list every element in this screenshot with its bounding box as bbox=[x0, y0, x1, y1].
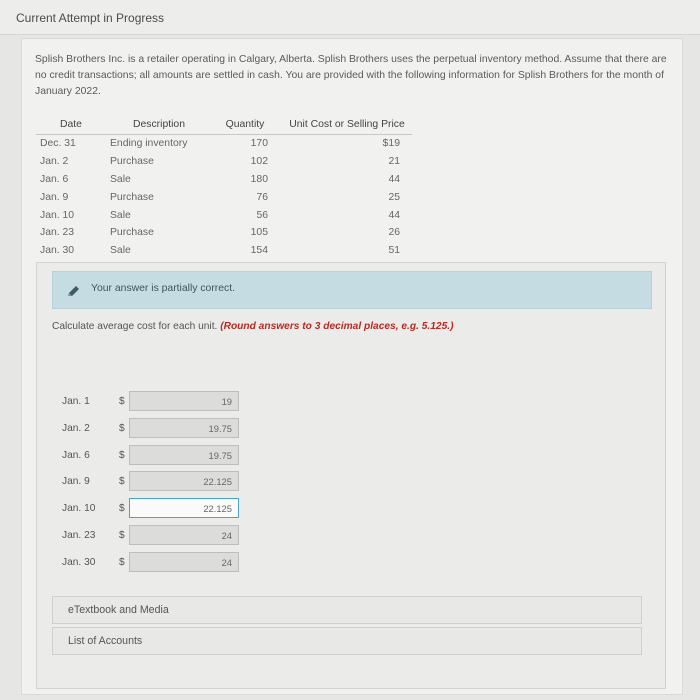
row-date: Jan. 23 bbox=[40, 227, 75, 239]
answer-date-label: Jan. 1 bbox=[62, 396, 90, 407]
row-quantity: 76 bbox=[256, 191, 268, 203]
answer-date-label: Jan. 30 bbox=[62, 557, 96, 568]
rounding-note: (Round answers to 3 decimal places, e.g. 5.125.) bbox=[220, 321, 454, 332]
dollar-sign: $ bbox=[119, 530, 125, 541]
answer-row-jan-2 bbox=[37, 418, 665, 440]
dollar-sign: $ bbox=[119, 450, 125, 461]
table-row bbox=[36, 188, 412, 206]
row-date: Jan. 2 bbox=[40, 156, 69, 168]
row-date: Dec. 31 bbox=[40, 138, 76, 150]
table-row bbox=[36, 171, 412, 189]
row-quantity: 170 bbox=[250, 138, 268, 150]
average-cost-input-jan-6[interactable] bbox=[129, 445, 239, 465]
row-quantity: 102 bbox=[250, 156, 268, 168]
answer-row-jan-30 bbox=[37, 552, 665, 574]
row-price: 44 bbox=[388, 173, 400, 185]
table-row bbox=[36, 135, 412, 153]
row-description: Purchase bbox=[110, 227, 154, 239]
etextbook-media-label: eTextbook and Media bbox=[68, 604, 169, 616]
dollar-sign: $ bbox=[119, 423, 125, 434]
answer-date-label: Jan. 23 bbox=[62, 530, 96, 541]
pencil-icon bbox=[67, 284, 81, 296]
status-text: Your answer is partially correct. bbox=[91, 283, 235, 294]
partially-correct-banner bbox=[52, 271, 652, 309]
row-description: Sale bbox=[110, 209, 131, 221]
average-cost-input-jan-1[interactable] bbox=[129, 391, 239, 411]
row-date: Jan. 6 bbox=[40, 173, 69, 185]
average-cost-input-jan-10[interactable] bbox=[129, 498, 239, 518]
table-row bbox=[36, 153, 412, 171]
table-row bbox=[36, 224, 412, 242]
instruction bbox=[52, 321, 453, 332]
row-quantity: 154 bbox=[250, 245, 268, 257]
table-row bbox=[36, 242, 412, 260]
table-header-row bbox=[36, 116, 412, 135]
answer-date-label: Jan. 9 bbox=[62, 476, 90, 487]
column-header-quantity: Quantity bbox=[208, 116, 282, 135]
list-of-accounts-link[interactable] bbox=[52, 627, 642, 655]
answer-row-jan-23 bbox=[37, 525, 665, 547]
dollar-sign: $ bbox=[119, 476, 125, 487]
dollar-sign: $ bbox=[119, 503, 125, 514]
answer-date-label: Jan. 6 bbox=[62, 450, 90, 461]
column-header-description: Description bbox=[96, 116, 208, 135]
row-description: Sale bbox=[110, 245, 131, 257]
instruction-text: Calculate average cost for each unit. bbox=[52, 321, 218, 332]
column-header-date: Date bbox=[36, 116, 96, 135]
row-price: 25 bbox=[388, 191, 400, 203]
row-price: 51 bbox=[388, 245, 400, 257]
row-description: Ending inventory bbox=[110, 138, 188, 150]
row-description: Sale bbox=[110, 173, 131, 185]
row-quantity: 180 bbox=[250, 173, 268, 185]
dollar-sign: $ bbox=[119, 396, 125, 407]
average-cost-input-jan-9[interactable] bbox=[129, 471, 239, 491]
list-of-accounts-label: List of Accounts bbox=[68, 635, 143, 647]
row-date: Jan. 9 bbox=[40, 191, 69, 203]
row-date: Jan. 10 bbox=[40, 209, 75, 221]
page-title: Current Attempt in Progress bbox=[16, 11, 165, 25]
average-cost-input-jan-30[interactable] bbox=[129, 552, 239, 572]
answer-row-jan-1 bbox=[37, 391, 665, 413]
problem-statement: Splish Brothers Inc. is a retailer operating in Calgary, Alberta. Splish Brothers uses the perpetual inventory method. Assume that there are no credit transactions; all amounts are settled in cash. You are provided with the following information for Splish Brothers for the month of January 2022. bbox=[35, 54, 667, 97]
answer-row-jan-9 bbox=[37, 471, 665, 493]
answer-row-jan-6 bbox=[37, 445, 665, 467]
row-date: Jan. 30 bbox=[40, 245, 75, 257]
row-price: 44 bbox=[388, 209, 400, 221]
answer-date-label: Jan. 10 bbox=[62, 503, 96, 514]
row-price: 26 bbox=[388, 227, 400, 239]
table-row bbox=[36, 206, 412, 224]
dollar-sign: $ bbox=[119, 557, 125, 568]
average-cost-input-jan-2[interactable] bbox=[129, 418, 239, 438]
inventory-table bbox=[36, 116, 412, 260]
etextbook-media-link[interactable] bbox=[52, 596, 642, 624]
row-description: Purchase bbox=[110, 156, 154, 168]
column-header-unit-cost: Unit Cost or Selling Price bbox=[282, 116, 412, 135]
row-price: $19 bbox=[382, 138, 400, 150]
row-price: 21 bbox=[388, 156, 400, 168]
answer-row-jan-10 bbox=[37, 498, 665, 520]
row-description: Purchase bbox=[110, 191, 154, 203]
answer-panel bbox=[36, 262, 666, 689]
answer-date-label: Jan. 2 bbox=[62, 423, 90, 434]
row-quantity: 56 bbox=[256, 209, 268, 221]
average-cost-input-jan-23[interactable] bbox=[129, 525, 239, 545]
row-quantity: 105 bbox=[250, 227, 268, 239]
header-bar bbox=[0, 0, 700, 35]
